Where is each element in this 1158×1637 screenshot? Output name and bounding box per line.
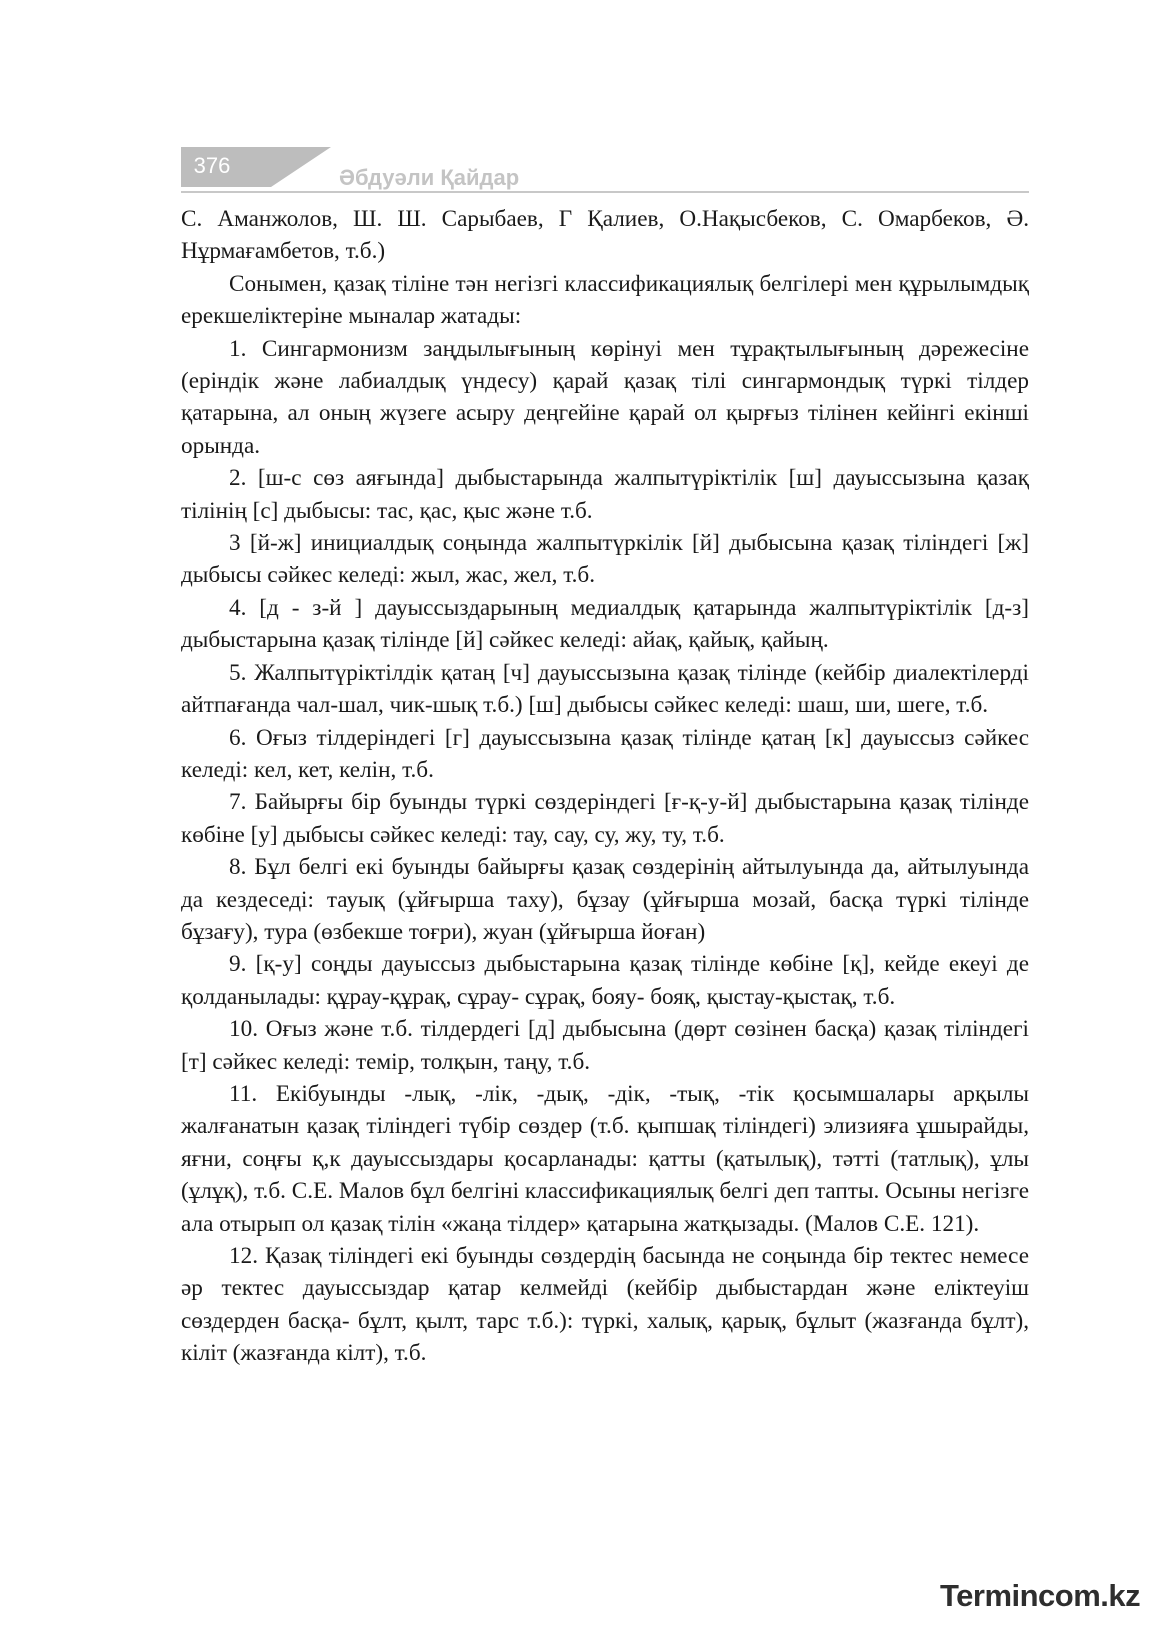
- paragraph-item-10: 10. Оғыз және т.б. тілдердегі [д] дыбысына (дөрт сөзінен басқа) қазақ тіліндегі [т] сәйкес келеді: темір, толқын, таңу, т.б.: [181, 1016, 1029, 1075]
- header-rule: [181, 191, 1029, 193]
- paragraph-item-8: 8. Бұл белгі екі буынды байырғы қазақ сөздерінің айтылуында да, айтылуында да кездеседі: тауық (ұйғырша таху), бұзау (ұйғырша мозай, басқа түркі тілінде бұзағу), тура (өзбекше тоғри), жуан (ұйғырша йоған): [181, 854, 1029, 945]
- body-text: [181, 203, 1029, 1370]
- page-number: 376: [193, 153, 231, 178]
- paragraph-item-12: 12. Қазақ тіліндегі екі буынды сөздердің басында не соңында бір тектес немесе әр тектес дауыссыздар қатар келмейді (кейбір дыбыстардан және еліктеуіш сөздерден басқа- бұлт, қылт, тарс т.б.): түркі, халық, қарық, бұлыт (жазғанда бұлт), кіліт (жазғанда кілт), т.б.: [181, 1243, 1029, 1367]
- paragraph-item-9: 9. [қ-у] соңды дауыссыз дыбыстарына қазақ тілінде көбіне [қ], кейде екеуі де қолданылады: құрау-құрақ, сұрау- сұрақ, бояу- бояқ, қыстау-қыстақ, т.б.: [181, 951, 1029, 1010]
- paragraph-item-1: 1. Сингармонизм заңдылығының көрінуі мен тұрақтылығының дәрежесіне (еріндік және лабиалдық үндесу) қарай қазақ тілі сингармондық түркі тілдер қатарына, ал оның жүзеге асыру деңгейіне қарай ол қырғыз тілінен кейінгі екінші орында.: [181, 335, 1029, 459]
- paragraph-item-2: 2. [ш-с сөз аяғында] дыбыстарында жалпытүріктілік [ш] дауыссызына қазақ тілінің [с] дыбысы: тас, қас, қыс және т.б.: [181, 465, 1029, 524]
- page-header: [181, 147, 1029, 195]
- running-head-author: Әбдуәли Қайдар: [339, 165, 520, 190]
- paragraph-item-4: 4. [д - з-й ] дауыссыздарының медиалдық қатарында жалпытүріктілік [д-з] дыбыстарына қазақ тілінде [й] сәйкес келеді: айақ, қайық, қайың.: [181, 594, 1029, 654]
- paragraph-item-6: 6. Оғыз тілдеріндегі [г] дауыссызына қазақ тілінде қатаң [к] дауыссыз сәйкес келеді: кел, кет, келін, т.б.: [181, 724, 1029, 783]
- paragraph-item-11: 11. Екібуынды -лық, -лік, -дық, -дік, -тық, -тік қосымшалары арқылы жалғанатын қазақ тіліндегі түбір сөздер (т.б. қыпшақ тіліндегі) элизияға ұшырайды, яғни, соңғы қ,к дауыссыздары қосарланады: қатты (қатылық), тәтті (татлық), ұлы (ұлұқ), т.б. С.Е. Малов бұл белгіні классификациялық белгі деп тапты. Осыны негізге ала отырып ол қазақ тілін «жаңа тілдер» қатарына жатқызады. (Малов С.Е. 121).: [181, 1080, 1029, 1237]
- paragraph-intro: Сонымен, қазақ тіліне тән негізгі классификациялық белгілері мен құрылымдық ерекшеліктеріне мыналар жатады:: [181, 270, 1029, 330]
- paragraph-item-7: 7. Байырғы бір буынды түркі сөздеріндегі [ғ-қ-у-й] дыбыстарына қазақ тілінде көбіне [у] дыбысы сәйкес келеді: тау, сау, су, жу, ту, т.б.: [181, 789, 1029, 848]
- watermark-logo: Termincom.kz: [940, 1578, 1141, 1613]
- paragraph-continued: С. Аманжолов, Ш. Ш. Сарыбаев, Г Қалиев, О.Нақысбеков, С. Омарбеков, Ә. Нұрмағамбетов, т.б.): [181, 206, 1029, 265]
- paragraph-item-5: 5. Жалпытүріктілдік қатаң [ч] дауыссызына қазақ тілінде (кейбір диалектілерді айтпағанда чал-шал, чик-шық т.б.) [ш] дыбысы сәйкес келеді: шаш, ши, шеге, т.б.: [181, 659, 1029, 719]
- page-number-tab-slant: [271, 147, 331, 187]
- paragraph-item-3: 3 [й-ж] инициалдық соңында жалпытүркілік [й] дыбысына қазақ тіліндегі [ж] дыбысы сәйкес келеді: жыл, жас, жел, т.б.: [181, 530, 1029, 589]
